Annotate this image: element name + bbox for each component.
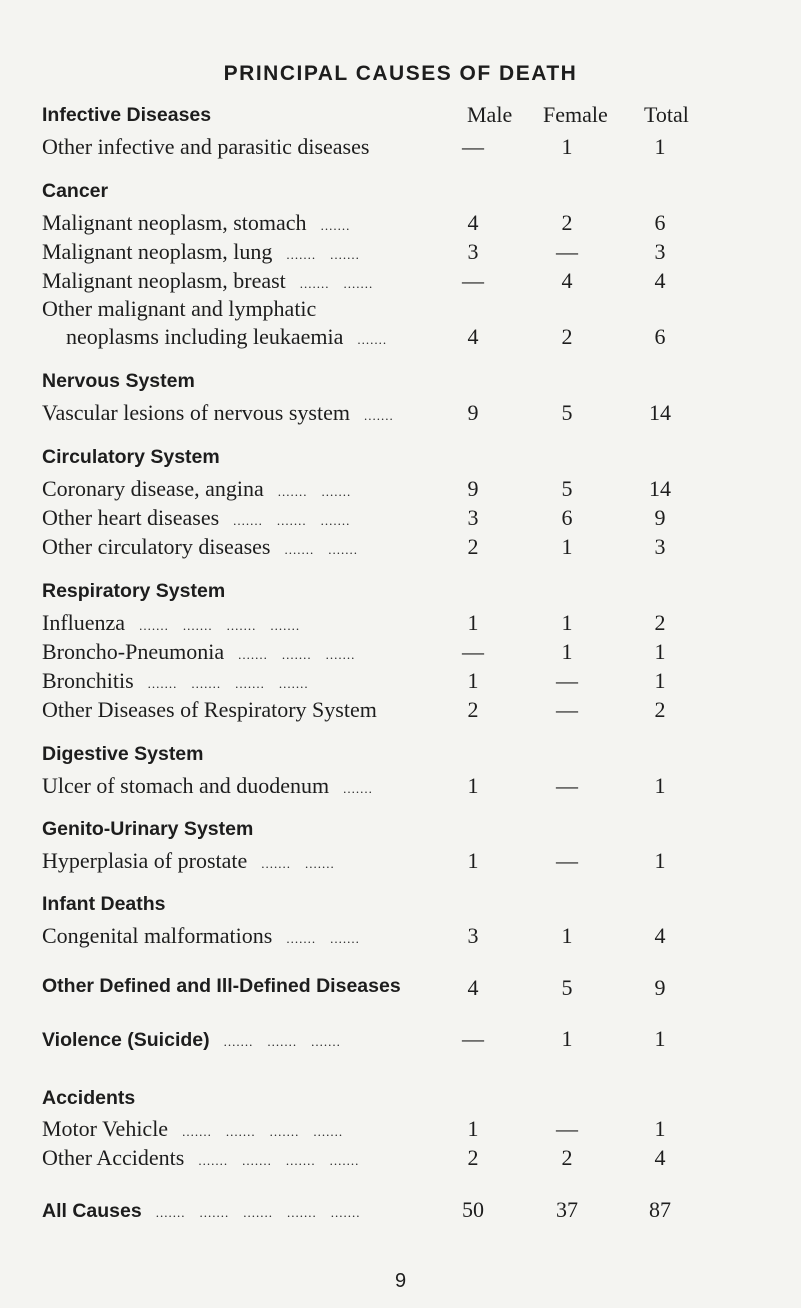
row-label: Congenital malformations bbox=[42, 923, 273, 948]
section-heading-nervous: Nervous System bbox=[42, 370, 195, 392]
row-label: Violence (Suicide) bbox=[42, 1029, 210, 1051]
leader-dots: ....... bbox=[311, 1034, 341, 1049]
total-value: 6 bbox=[654, 210, 666, 235]
table-row bbox=[0, 534, 801, 564]
total-value: 14 bbox=[649, 476, 671, 501]
leader-dots: ....... bbox=[299, 276, 330, 291]
female-value: 2 bbox=[561, 1145, 573, 1170]
leader-dots: ....... bbox=[238, 647, 268, 662]
female-value: — bbox=[556, 773, 578, 798]
table-row bbox=[0, 268, 801, 298]
table-row bbox=[0, 639, 801, 669]
leader-dots: ....... bbox=[276, 513, 307, 528]
table-row bbox=[0, 668, 801, 698]
table-row bbox=[0, 773, 801, 803]
female-value: 2 bbox=[561, 324, 573, 349]
male-value: 1 bbox=[467, 848, 479, 873]
total-value: 9 bbox=[654, 975, 666, 1000]
male-value: 50 bbox=[462, 1197, 484, 1222]
leader-dots: ....... bbox=[277, 484, 308, 499]
section-heading-accidents: Accidents bbox=[42, 1087, 136, 1109]
table-row bbox=[0, 848, 801, 878]
page-number: 9 bbox=[394, 1270, 407, 1292]
total-value: 2 bbox=[654, 610, 666, 635]
leader-dots: ....... bbox=[182, 1124, 212, 1139]
total-value: 1 bbox=[654, 773, 666, 798]
female-value: 1 bbox=[561, 534, 573, 559]
section-heading-digestive: Digestive System bbox=[42, 743, 204, 765]
leader-dots: ....... bbox=[328, 542, 358, 557]
total-value: 9 bbox=[654, 505, 666, 530]
female-value: 5 bbox=[561, 400, 573, 425]
section-heading-cancer: Cancer bbox=[42, 180, 109, 202]
row-label: Coronary disease, angina bbox=[42, 476, 264, 501]
male-value: 9 bbox=[467, 400, 479, 425]
total-value: 1 bbox=[654, 134, 666, 159]
leader-dots: ....... bbox=[285, 1153, 316, 1168]
leader-dots: ....... bbox=[267, 1034, 298, 1049]
female-value: 1 bbox=[561, 610, 573, 635]
row-label: Other Accidents bbox=[42, 1145, 185, 1170]
leader-dots: ....... bbox=[243, 1205, 273, 1220]
male-value: 3 bbox=[467, 923, 479, 948]
total-value: 14 bbox=[649, 400, 671, 425]
row-label: Vascular lesions of nervous system bbox=[42, 400, 350, 425]
leader-dots: ....... bbox=[147, 676, 178, 691]
female-value: 5 bbox=[561, 975, 573, 1000]
row-label: All Causes bbox=[42, 1200, 142, 1222]
table-row-total bbox=[0, 1197, 801, 1227]
male-value: 2 bbox=[467, 697, 479, 722]
female-value: — bbox=[556, 697, 578, 722]
leader-dots: ....... bbox=[343, 781, 373, 796]
leader-dots: ....... bbox=[357, 332, 388, 347]
leader-dots: ....... bbox=[191, 676, 222, 691]
total-value: 3 bbox=[654, 239, 666, 264]
table-row bbox=[0, 1026, 801, 1056]
leader-dots: ....... bbox=[242, 1153, 272, 1168]
leader-dots: ....... bbox=[182, 618, 213, 633]
male-value: 3 bbox=[467, 505, 479, 530]
table-row bbox=[0, 239, 801, 269]
row-label: Other Diseases of Respiratory System bbox=[42, 697, 377, 722]
leader-dots: ....... bbox=[313, 1124, 344, 1139]
leader-dots: ....... bbox=[320, 218, 351, 233]
male-value: 9 bbox=[467, 476, 479, 501]
leader-dots: ....... bbox=[286, 1205, 317, 1220]
male-value: — bbox=[462, 268, 484, 293]
row-label: Malignant neoplasm, stomach bbox=[42, 210, 307, 235]
leader-dots: ....... bbox=[139, 618, 169, 633]
total-value: 1 bbox=[654, 1026, 666, 1051]
row-label: Other Defined and Ill-Defined Diseases bbox=[42, 975, 401, 997]
row-label: Motor Vehicle bbox=[42, 1116, 169, 1141]
female-value: 1 bbox=[561, 923, 573, 948]
male-value: 2 bbox=[467, 534, 479, 559]
column-header-total: Total bbox=[644, 102, 689, 127]
total-value: 4 bbox=[654, 268, 666, 293]
leader-dots: ....... bbox=[330, 1205, 361, 1220]
leader-dots: ....... bbox=[286, 931, 317, 946]
female-value: 1 bbox=[561, 134, 573, 159]
table-row bbox=[0, 1145, 801, 1175]
section-heading-genito-urinary: Genito-Urinary System bbox=[42, 818, 254, 840]
table-row bbox=[0, 1116, 801, 1146]
leader-dots: ....... bbox=[199, 1205, 230, 1220]
row-label-continued: neoplasms including leukaemia bbox=[66, 324, 344, 349]
table-row bbox=[0, 134, 801, 164]
leader-dots: ....... bbox=[225, 1124, 256, 1139]
column-header-female: Female bbox=[543, 102, 608, 127]
leader-dots: ....... bbox=[329, 1153, 360, 1168]
female-value: 6 bbox=[561, 505, 573, 530]
total-value: 1 bbox=[654, 668, 666, 693]
leader-dots: ....... bbox=[278, 676, 309, 691]
leader-dots: ....... bbox=[330, 931, 360, 946]
total-value: 4 bbox=[654, 1145, 666, 1170]
male-value: — bbox=[462, 1026, 484, 1051]
row-label: Hyperplasia of prostate bbox=[42, 848, 248, 873]
leader-dots: ....... bbox=[155, 1205, 186, 1220]
row-label: Malignant neoplasm, breast bbox=[42, 268, 286, 293]
row-label: Broncho-Pneumonia bbox=[42, 639, 225, 664]
leader-dots: ....... bbox=[325, 647, 356, 662]
leader-dots: ....... bbox=[330, 247, 360, 262]
leader-dots: ....... bbox=[261, 856, 292, 871]
female-value: 1 bbox=[561, 639, 573, 664]
total-value: 87 bbox=[649, 1197, 671, 1222]
leader-dots: ....... bbox=[198, 1153, 229, 1168]
leader-dots: ....... bbox=[270, 618, 301, 633]
male-value: 1 bbox=[467, 610, 479, 635]
table-row-label-line bbox=[0, 296, 801, 326]
row-label: Other heart diseases bbox=[42, 505, 220, 530]
total-value: 1 bbox=[654, 1116, 666, 1141]
female-value: 4 bbox=[561, 268, 573, 293]
female-value: — bbox=[556, 668, 578, 693]
male-value: 2 bbox=[467, 1145, 479, 1170]
female-value: 37 bbox=[556, 1197, 578, 1222]
column-header-male: Male bbox=[467, 102, 513, 127]
leader-dots: ....... bbox=[321, 484, 352, 499]
table-row bbox=[0, 923, 801, 953]
section-heading-respiratory: Respiratory System bbox=[42, 580, 226, 602]
table-row bbox=[0, 975, 801, 1005]
table-row bbox=[0, 476, 801, 506]
table-row bbox=[0, 697, 801, 727]
table-row bbox=[0, 610, 801, 640]
female-value: — bbox=[556, 1116, 578, 1141]
total-value: 4 bbox=[654, 923, 666, 948]
row-label: Bronchitis bbox=[42, 668, 134, 693]
female-value: — bbox=[556, 239, 578, 264]
leader-dots: ....... bbox=[235, 676, 265, 691]
total-value: 6 bbox=[654, 324, 666, 349]
male-value: 1 bbox=[467, 1116, 479, 1141]
female-value: 1 bbox=[561, 1026, 573, 1051]
table-row bbox=[0, 210, 801, 240]
leader-dots: ....... bbox=[233, 513, 263, 528]
female-value: 2 bbox=[561, 210, 573, 235]
row-label: Malignant neoplasm, lung bbox=[42, 239, 273, 264]
male-value: 4 bbox=[467, 975, 479, 1000]
row-label: Other circulatory diseases bbox=[42, 534, 271, 559]
leader-dots: ....... bbox=[305, 856, 335, 871]
male-value: 1 bbox=[467, 668, 479, 693]
male-value: 4 bbox=[467, 210, 479, 235]
table-row bbox=[0, 324, 801, 354]
female-value: — bbox=[556, 848, 578, 873]
male-value: 4 bbox=[467, 324, 479, 349]
section-heading-infant: Infant Deaths bbox=[42, 893, 166, 915]
male-value: 3 bbox=[467, 239, 479, 264]
male-value: — bbox=[462, 639, 484, 664]
leader-dots: ....... bbox=[226, 618, 257, 633]
section-heading-circulatory: Circulatory System bbox=[42, 446, 220, 468]
leader-dots: ....... bbox=[269, 1124, 300, 1139]
table-row bbox=[0, 400, 801, 430]
leader-dots: ....... bbox=[223, 1034, 254, 1049]
total-value: 3 bbox=[654, 534, 666, 559]
total-value: 1 bbox=[654, 848, 666, 873]
table-row bbox=[0, 505, 801, 535]
leader-dots: ....... bbox=[343, 276, 374, 291]
section-heading-infective: Infective Diseases bbox=[42, 104, 212, 126]
row-label: Influenza bbox=[42, 610, 126, 635]
leader-dots: ....... bbox=[281, 647, 312, 662]
row-label: Other infective and parasitic diseases bbox=[42, 134, 370, 159]
leader-dots: ....... bbox=[363, 408, 394, 423]
total-value: 2 bbox=[654, 697, 666, 722]
row-label: Other malignant and lymphatic bbox=[42, 296, 317, 321]
female-value: 5 bbox=[561, 476, 573, 501]
male-value: 1 bbox=[467, 773, 479, 798]
leader-dots: ....... bbox=[284, 542, 315, 557]
total-value: 1 bbox=[654, 639, 666, 664]
row-label: Ulcer of stomach and duodenum bbox=[42, 773, 330, 798]
page-title: PRINCIPAL CAUSES OF DEATH bbox=[223, 62, 578, 85]
leader-dots: ....... bbox=[320, 513, 351, 528]
leader-dots: ....... bbox=[286, 247, 317, 262]
male-value: — bbox=[462, 134, 484, 159]
